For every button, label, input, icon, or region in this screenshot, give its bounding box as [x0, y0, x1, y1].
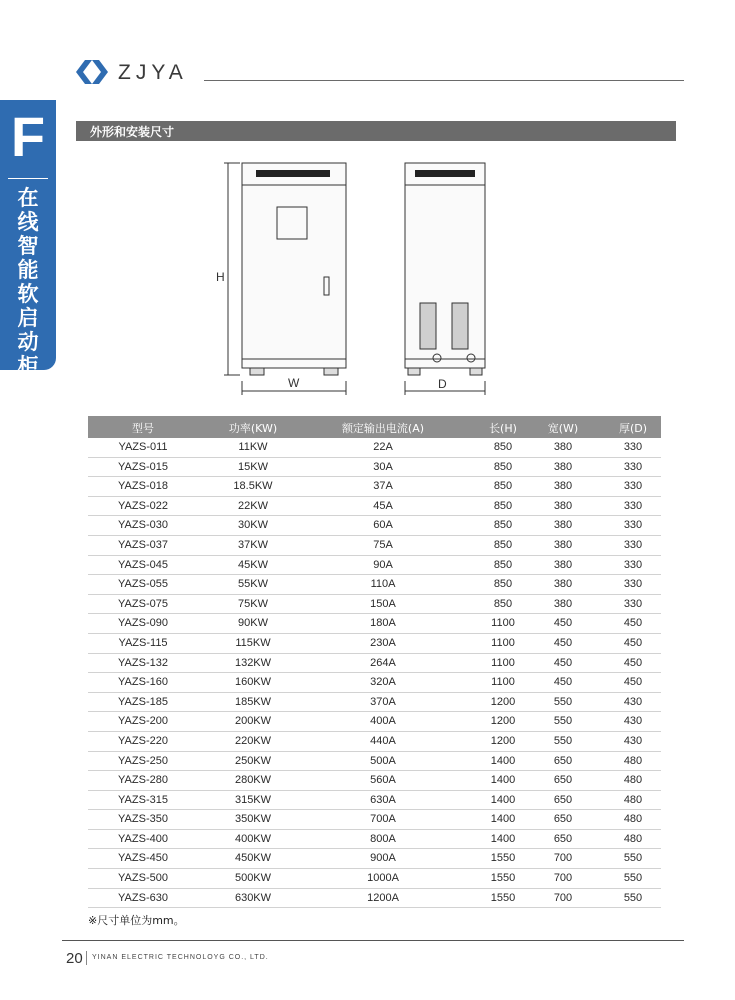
table-row [88, 712, 661, 732]
header-model: 型号 [132, 422, 154, 435]
table-row [88, 536, 661, 556]
cell-model: YAZS-350 [118, 813, 168, 826]
cell-depth: 330 [623, 558, 643, 571]
cell-power: 315KW [234, 793, 272, 806]
cell-width: 550 [553, 715, 573, 728]
header-current: 额定输出电流(A) [341, 422, 425, 435]
header-width: 宽(W) [547, 422, 579, 435]
table-row [88, 516, 661, 536]
cell-height: 1400 [490, 793, 516, 806]
table-row [88, 693, 661, 713]
cell-model: YAZS-132 [118, 656, 168, 669]
cell-power: 160KW [234, 676, 272, 689]
cell-depth: 480 [623, 754, 643, 767]
cell-model: YAZS-280 [118, 774, 168, 787]
cell-width: 650 [553, 813, 573, 826]
cell-width: 450 [553, 656, 573, 669]
cell-power: 11KW [238, 441, 268, 453]
table-row [88, 575, 661, 595]
cell-current: 560A [370, 774, 396, 787]
cell-current: 30A [373, 460, 393, 473]
cell-model: YAZS-115 [118, 636, 168, 649]
table-row [88, 634, 661, 654]
company-name: YINAN ELECTRIC TECHNOLOYG CO., LTD. [92, 954, 269, 961]
cell-width: 450 [553, 676, 573, 689]
cell-height: 850 [493, 558, 513, 571]
header-rule [204, 80, 684, 81]
depth-label: D [438, 377, 447, 391]
cell-depth: 330 [623, 538, 643, 551]
cell-depth: 430 [623, 715, 643, 728]
cell-power: 400KW [234, 832, 272, 845]
cell-current: 150A [370, 597, 396, 610]
cell-height: 1100 [491, 676, 515, 689]
cell-width: 700 [553, 891, 573, 904]
cell-power: 30KW [238, 519, 268, 532]
table-row [88, 458, 661, 478]
cell-depth: 550 [623, 872, 643, 885]
cell-depth: 330 [623, 460, 643, 473]
cell-depth: 450 [623, 656, 643, 669]
cell-power: 450KW [234, 852, 272, 865]
table-row [88, 752, 661, 772]
table-header [88, 416, 661, 438]
cell-current: 45A [373, 499, 393, 512]
table-row [88, 869, 661, 889]
cell-depth: 330 [623, 441, 643, 453]
cell-depth: 330 [623, 499, 643, 512]
cell-depth: 450 [623, 617, 643, 630]
cell-depth: 480 [623, 774, 643, 787]
cell-depth: 550 [623, 852, 643, 865]
cell-width: 450 [553, 636, 573, 649]
cell-current: 900A [370, 852, 396, 865]
footer-rule [62, 940, 684, 941]
cell-height: 1200 [490, 715, 516, 728]
cell-depth: 450 [623, 676, 643, 689]
cell-height: 850 [493, 578, 513, 591]
cell-depth: 430 [623, 695, 643, 708]
cell-model: YAZS-022 [118, 499, 168, 512]
cell-width: 700 [553, 872, 573, 885]
cell-height: 1550 [490, 891, 516, 904]
cell-depth: 430 [623, 734, 643, 747]
cell-current: 800A [370, 832, 396, 845]
table-row [88, 614, 661, 634]
table-row [88, 889, 661, 909]
brand-logo [72, 55, 202, 89]
cell-current: 230A [370, 636, 396, 649]
cell-power: 115KW [235, 636, 271, 649]
logo-mark-icon [72, 55, 112, 89]
cell-power: 500KW [234, 872, 272, 885]
cell-width: 550 [553, 695, 573, 708]
cell-height: 1400 [490, 832, 516, 845]
front-view [224, 163, 346, 395]
table-row [88, 497, 661, 517]
cell-power: 55KW [238, 578, 268, 591]
cell-height: 850 [493, 441, 513, 453]
cell-depth: 330 [623, 480, 643, 493]
cell-model: YAZS-200 [118, 715, 168, 728]
table-row [88, 595, 661, 615]
cell-width: 450 [553, 617, 573, 630]
cell-model: YAZS-250 [118, 754, 168, 767]
cell-power: 75KW [238, 597, 268, 610]
cell-width: 380 [553, 558, 573, 571]
cell-depth: 330 [623, 597, 643, 610]
side-tab-char: 智 [17, 234, 39, 258]
cell-current: 320A [370, 676, 396, 689]
cell-width: 380 [553, 519, 573, 532]
cell-depth: 480 [623, 813, 643, 826]
cell-model: YAZS-315 [118, 793, 168, 806]
cell-current: 500A [370, 754, 396, 767]
cell-depth: 330 [623, 578, 643, 591]
side-tab [0, 100, 56, 378]
cell-model: YAZS-185 [118, 695, 168, 708]
cell-height: 1400 [490, 813, 516, 826]
cell-current: 440A [370, 734, 396, 747]
cell-model: YAZS-018 [118, 480, 168, 493]
cell-width: 380 [553, 499, 573, 512]
table-row [88, 791, 661, 811]
side-tab-char: 启 [17, 306, 39, 330]
cell-depth: 550 [623, 891, 643, 904]
cell-height: 1200 [490, 695, 516, 708]
cell-power: 185KW [234, 695, 272, 708]
cell-height: 1100 [491, 636, 515, 649]
table-row [88, 810, 661, 830]
cell-depth: 450 [623, 636, 643, 649]
side-tab-divider [8, 178, 48, 179]
cell-model: YAZS-037 [118, 538, 168, 551]
cell-power: 200KW [234, 715, 272, 728]
cell-height: 1550 [490, 872, 516, 885]
cell-current: 110A [370, 578, 396, 591]
table-row [88, 830, 661, 850]
cell-power: 90KW [238, 617, 268, 630]
cell-current: 264A [370, 656, 396, 669]
cell-model: YAZS-030 [118, 519, 168, 532]
header-depth: 厚(D) [618, 422, 648, 435]
cell-model: YAZS-055 [118, 578, 168, 591]
table-row [88, 438, 661, 458]
cell-model: YAZS-500 [118, 872, 168, 885]
cell-model: YAZS-045 [118, 558, 168, 571]
cell-current: 180A [370, 617, 396, 630]
cell-depth: 480 [623, 793, 643, 806]
cell-model: YAZS-400 [118, 832, 168, 845]
cell-height: 1550 [490, 852, 516, 865]
height-label: H [216, 270, 225, 284]
cell-width: 550 [553, 734, 573, 747]
cell-height: 850 [493, 597, 513, 610]
cell-height: 1400 [490, 754, 516, 767]
cell-model: YAZS-160 [118, 676, 168, 689]
table-row [88, 654, 661, 674]
cell-current: 22A [373, 441, 393, 453]
side-tab-letter: F [10, 105, 46, 168]
cell-height: 850 [493, 538, 513, 551]
cell-current: 90A [373, 558, 393, 571]
cell-width: 380 [553, 441, 573, 453]
cell-power: 15KW [238, 460, 268, 473]
cabinet-drawing [200, 155, 520, 400]
cell-current: 60A [373, 519, 393, 532]
section-header [76, 121, 676, 141]
cell-power: 37KW [238, 538, 268, 551]
cell-current: 37A [373, 480, 393, 493]
side-tab-char: 软 [17, 282, 39, 306]
cell-model: YAZS-015 [118, 460, 168, 473]
cell-current: 75A [373, 538, 393, 551]
cell-height: 850 [493, 460, 513, 473]
cell-power: 22KW [238, 499, 268, 512]
cell-width: 700 [553, 852, 573, 865]
cell-power: 18.5KW [233, 480, 273, 493]
side-view [405, 163, 485, 395]
cell-height: 850 [493, 480, 513, 493]
cell-height: 850 [493, 499, 513, 512]
side-tab-char: 柜 [17, 354, 39, 378]
cell-model: YAZS-011 [118, 441, 168, 453]
cell-width: 380 [553, 538, 573, 551]
table-row [88, 673, 661, 693]
cell-current: 400A [370, 715, 396, 728]
footer-divider [86, 951, 87, 965]
cell-width: 650 [553, 774, 573, 787]
cell-width: 650 [553, 754, 573, 767]
cell-width: 380 [553, 597, 573, 610]
side-tab-char: 能 [17, 258, 39, 282]
cell-depth: 330 [623, 519, 643, 532]
cell-height: 1200 [490, 734, 516, 747]
side-tab-char: 线 [17, 210, 39, 234]
side-tab-title [0, 186, 56, 378]
cell-model: YAZS-090 [118, 617, 168, 630]
header-power: 功率(KW) [228, 422, 278, 435]
cell-current: 630A [370, 793, 396, 806]
cell-power: 250KW [234, 754, 272, 767]
cell-power: 350KW [234, 813, 272, 826]
cell-height: 850 [493, 519, 513, 532]
cell-width: 380 [553, 480, 573, 493]
cell-power: 630KW [234, 891, 272, 904]
table-row [88, 477, 661, 497]
cell-power: 220KW [234, 734, 272, 747]
cell-current: 370A [370, 695, 396, 708]
cell-current: 700A [370, 813, 396, 826]
cell-height: 1400 [490, 774, 516, 787]
page-number: 20 [66, 950, 83, 967]
table-body [88, 438, 661, 908]
cell-height: 1100 [491, 617, 515, 630]
unit-note: ※尺寸单位为mm。 [88, 914, 185, 927]
cell-current: 1000A [367, 872, 399, 885]
cell-power: 280KW [234, 774, 272, 787]
section-title: 外形和安装尺寸 [90, 125, 175, 139]
side-tab-char: 在 [17, 186, 39, 210]
cell-model: YAZS-220 [118, 734, 168, 747]
cell-power: 45KW [238, 558, 268, 571]
cell-width: 380 [553, 460, 573, 473]
cell-power: 132KW [234, 656, 272, 669]
side-tab-char: 动 [17, 330, 39, 354]
cell-width: 650 [553, 793, 573, 806]
cell-current: 1200A [367, 891, 399, 904]
spec-table [88, 416, 661, 908]
cell-model: YAZS-075 [118, 597, 168, 610]
cell-model: YAZS-450 [118, 852, 168, 865]
table-row [88, 771, 661, 791]
table-row [88, 556, 661, 576]
cell-height: 1100 [491, 656, 515, 669]
cell-model: YAZS-630 [118, 891, 168, 904]
cell-width: 380 [553, 578, 573, 591]
header-height: 长(H) [489, 422, 517, 435]
width-label: W [288, 376, 300, 390]
cell-width: 650 [553, 832, 573, 845]
table-row [88, 849, 661, 869]
table-row [88, 732, 661, 752]
brand-name: ZJYA [118, 61, 188, 84]
cell-depth: 480 [623, 832, 643, 845]
